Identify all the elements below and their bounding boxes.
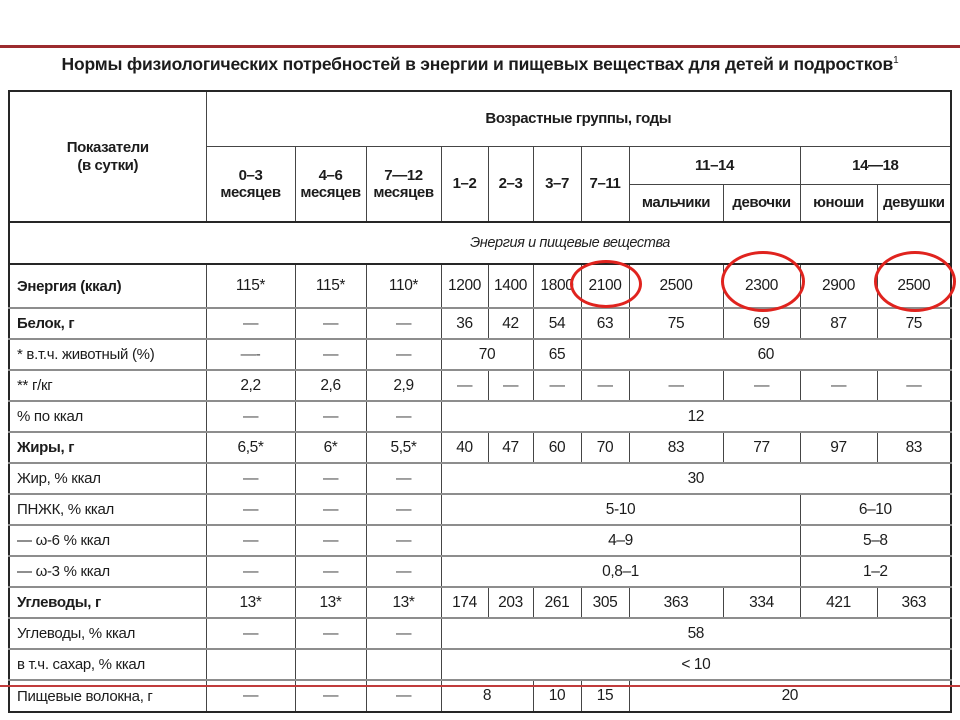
header-col-girls: девочки [723,185,800,223]
cell-empty [295,649,366,680]
header-7-12-unit: месяцев [373,184,434,201]
cell: 54 [533,308,581,339]
red-circle-annotation-2100 [570,260,642,308]
bottom-red-rule [0,685,960,687]
cell: 36 [441,308,488,339]
cell: — [295,494,366,525]
cell: < 10 [441,649,951,680]
cell: 77 [723,432,800,463]
header-col-4-6-months [295,147,366,223]
cell-empty [206,649,295,680]
row-energy [9,264,951,308]
cell: 83 [629,432,723,463]
row-label: Белок, г [9,308,206,339]
cell: 110* [366,264,441,308]
cell: 6–10 [800,494,951,525]
cell: 58 [441,618,951,649]
cell-circled: 2300 [723,264,800,308]
title-footnote-mark: 1 [893,55,899,67]
cell: — [206,494,295,525]
header-0-3-range: 0–3 [238,166,263,184]
cell: 1–2 [800,556,951,587]
cell: 30 [441,463,951,494]
header-4-6-unit: месяцев [300,184,361,201]
cell: — [206,556,295,587]
cell: 421 [800,587,877,618]
cell: 12 [441,401,951,432]
cell: 2,6 [295,370,366,401]
cell: 115* [206,264,295,308]
row-label: Энергия (ккал) [9,264,206,308]
header-col-young-men: юноши [800,185,877,223]
row-protein-per-kg [9,370,951,401]
header-col-young-women: девушки [877,185,951,223]
cell: — [441,370,488,401]
header-age-groups: Возрастные группы, годы [206,91,951,147]
cell: — [488,370,533,401]
cell: 2,2 [206,370,295,401]
cell: 115* [295,264,366,308]
cell: — [629,370,723,401]
header-col-1-2: 1–2 [441,147,488,223]
cell: 42 [488,308,533,339]
red-circle-annotation-2300 [721,251,805,312]
cell: — [206,463,295,494]
cell: — [295,680,366,712]
cell-circled: 2100 [581,264,629,308]
cell: 87 [800,308,877,339]
cell: — [206,680,295,712]
row-fats [9,432,951,463]
cell: 70 [441,339,533,370]
cell: 334 [723,587,800,618]
cell-empty [366,649,441,680]
cell: — [206,525,295,556]
cell: 8 [441,680,533,712]
cell: — [533,370,581,401]
cell: 2500 [629,264,723,308]
cell-circled: 2500 [877,264,951,308]
cell: 261 [533,587,581,618]
cell: 1400 [488,264,533,308]
cell: 10 [533,680,581,712]
cell: 2900 [800,264,877,308]
header-7-12-range: 7—12 [384,166,423,184]
row-label: Жир, % ккал [9,463,206,494]
cell: 1200 [441,264,488,308]
cell: 75 [629,308,723,339]
row-label: ** г/кг [9,370,206,401]
cell: 83 [877,432,951,463]
cell: 13* [206,587,295,618]
header-col-2-3: 2–3 [488,147,533,223]
top-red-rule [0,45,960,48]
row-animal-protein [9,339,951,370]
page-title [0,54,960,75]
cell: 5-10 [441,494,800,525]
header-indicators-line1: Показатели [66,139,149,157]
cell: — [295,401,366,432]
cell: 65 [533,339,581,370]
cell: 1800 [533,264,581,308]
row-sugar-pct-kcal [9,649,951,680]
cell: 363 [629,587,723,618]
cell: — [366,525,441,556]
cell: 4–9 [441,525,800,556]
row-omega6 [9,525,951,556]
cell: 6,5* [206,432,295,463]
cell: — [366,680,441,712]
cell: 363 [877,587,951,618]
cell: 70 [581,432,629,463]
cell: — [295,618,366,649]
cell: — [366,401,441,432]
cell: 0,8–1 [441,556,800,587]
row-pufa [9,494,951,525]
cell: 47 [488,432,533,463]
cell: 13* [295,587,366,618]
cell: — [723,370,800,401]
cell: 75 [877,308,951,339]
cell: 69 [723,308,800,339]
header-indicators [9,91,206,222]
header-col-boys: мальчики [629,185,723,223]
row-label: в т.ч. сахар, % ккал [9,649,206,680]
cell: 13* [366,587,441,618]
cell: 305 [581,587,629,618]
cell: — [295,556,366,587]
cell: 2,9 [366,370,441,401]
nutrition-table [8,90,952,713]
row-protein-pct-kcal [9,401,951,432]
section-subheader: Энергия и пищевые вещества [9,222,951,264]
header-indicators-line2: (в сутки) [77,156,139,174]
cell: — [206,401,295,432]
cell: 174 [441,587,488,618]
row-label: % по ккал [9,401,206,432]
cell: 63 [581,308,629,339]
row-label: — ω-6 % ккал [9,525,206,556]
cell: — [366,339,441,370]
cell: — [295,308,366,339]
header-group-14-18: 14—18 [800,147,951,185]
cell: — [206,618,295,649]
cell: 60 [581,339,951,370]
page-title-text: Нормы физиологических потребностей в энергии и пищевых веществах для детей и подростков [61,54,894,74]
row-label: Жиры, г [9,432,206,463]
row-label: — ω-3 % ккал [9,556,206,587]
cell: — [800,370,877,401]
cell: — [366,308,441,339]
row-label: ПНЖК, % ккал [9,494,206,525]
cell: — [366,494,441,525]
row-label: Пищевые волокна, г [9,680,206,712]
cell: — [366,556,441,587]
cell: 20 [629,680,951,712]
cell: — [366,463,441,494]
header-col-7-11: 7–11 [581,147,629,223]
header-group-11-14: 11–14 [629,147,800,185]
cell: — [581,370,629,401]
cell: 5–8 [800,525,951,556]
cell: 203 [488,587,533,618]
cell: —- [206,339,295,370]
cell: 40 [441,432,488,463]
header-4-6-range: 4–6 [318,166,343,184]
cell: 97 [800,432,877,463]
row-fat-pct-kcal [9,463,951,494]
red-circle-annotation-2500 [874,251,956,312]
header-row-1 [9,91,951,147]
row-carbs-pct-kcal [9,618,951,649]
cell: 6* [295,432,366,463]
header-col-7-12-months [366,147,441,223]
row-label: * в.т.ч. животный (%) [9,339,206,370]
cell: 5,5* [366,432,441,463]
cell: — [295,525,366,556]
cell: — [877,370,951,401]
cell: — [295,339,366,370]
row-label: Углеводы, % ккал [9,618,206,649]
row-protein [9,308,951,339]
cell: 60 [533,432,581,463]
header-col-0-3-months [206,147,295,223]
cell: 15 [581,680,629,712]
header-col-3-7: 3–7 [533,147,581,223]
nutrition-table-wrapper [8,90,951,713]
section-subheader-row [9,222,951,264]
row-label: Углеводы, г [9,587,206,618]
row-carbohydrates [9,587,951,618]
cell: — [366,618,441,649]
header-0-3-unit: месяцев [220,184,281,201]
cell: — [206,308,295,339]
cell: — [295,463,366,494]
row-omega3 [9,556,951,587]
